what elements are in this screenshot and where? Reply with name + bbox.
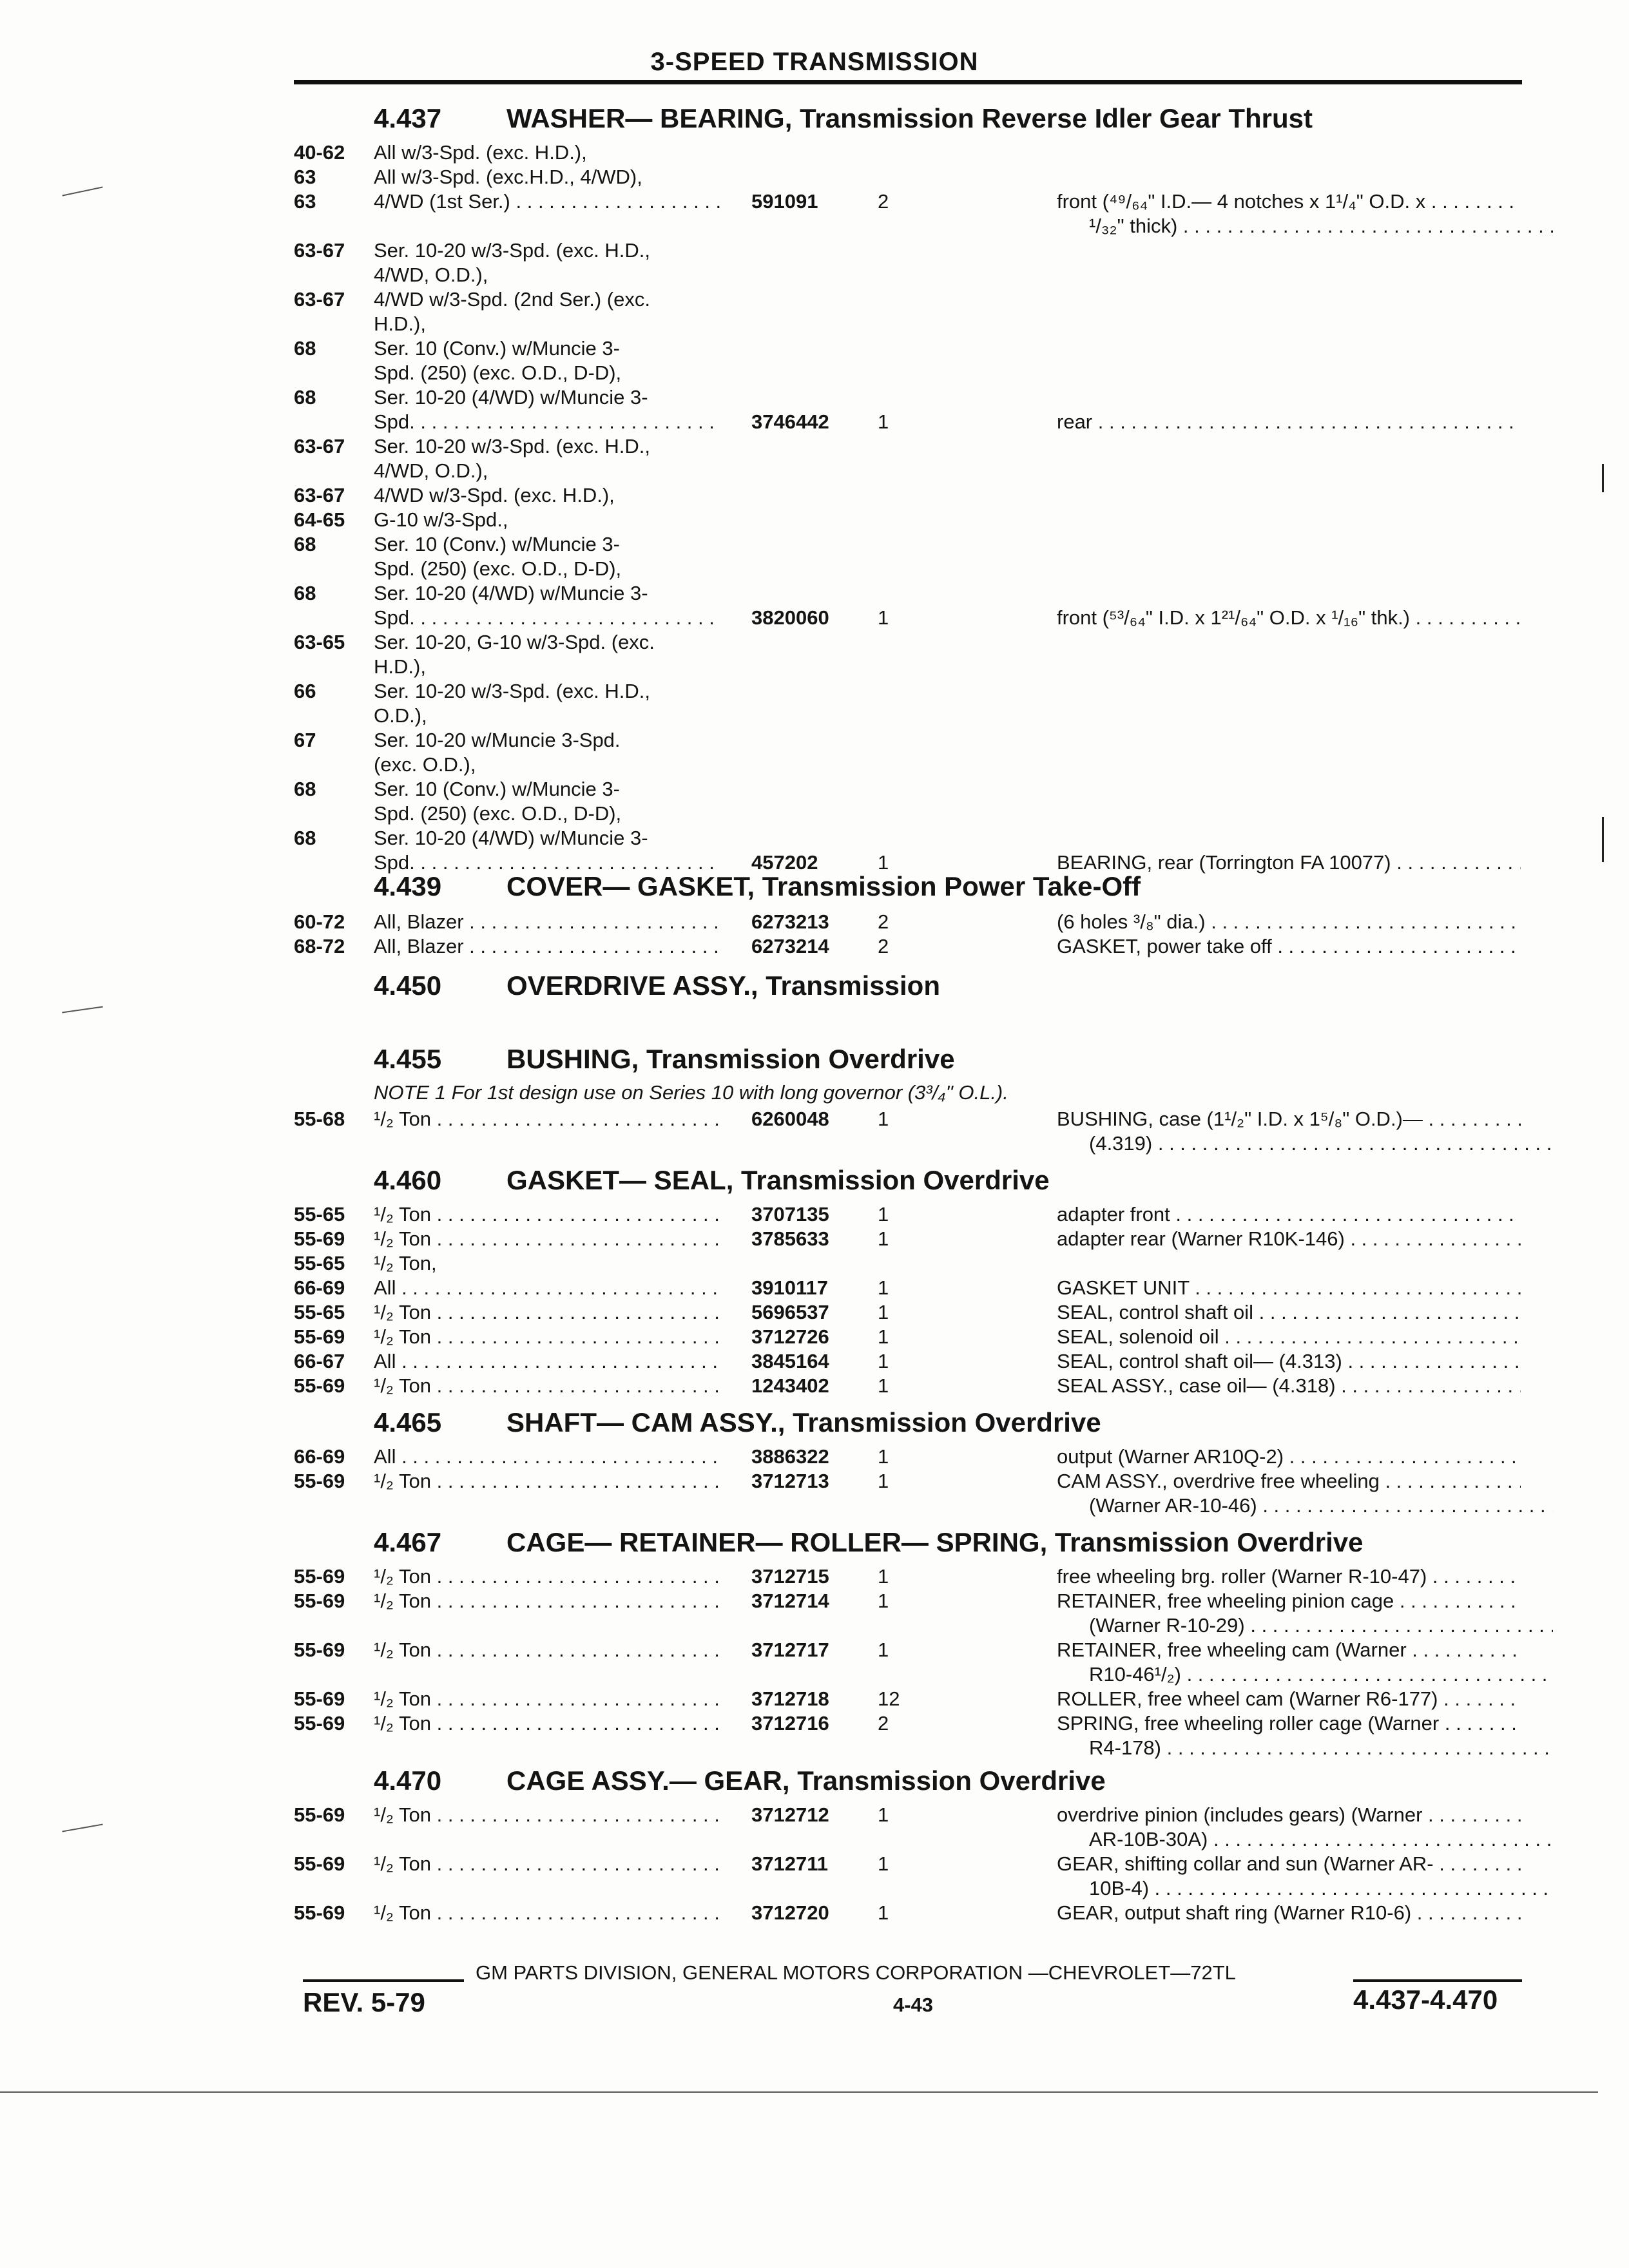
section-title: CAGE ASSY.— GEAR, Transmission Overdrive xyxy=(506,1765,1106,1796)
table-row xyxy=(0,140,1629,165)
row-year: 55-65 xyxy=(294,1252,345,1274)
section-title: SHAFT— CAM ASSY., Transmission Overdrive xyxy=(506,1407,1101,1437)
section-title: BUSHING, Transmission Overdrive xyxy=(506,1044,955,1074)
row-application: G-10 w/3-Spd., xyxy=(374,508,508,531)
row-application: Ser. 10-20, G-10 w/3-Spd. (exc. xyxy=(374,631,655,653)
row-description: ROLLER, free wheel cam (Warner R6-177) . . . xyxy=(1057,1687,1521,1711)
row-year: 55-69 xyxy=(294,1325,345,1348)
row-description: output (Warner AR10Q-2) . . . xyxy=(1057,1445,1521,1469)
row-application: Spd. (250) (exc. O.D., D-D), xyxy=(374,361,622,384)
row-application: ¹/₂ Ton . . . xyxy=(374,1227,722,1251)
row-description: GASKET UNIT . . . xyxy=(1057,1276,1521,1300)
table-row xyxy=(0,630,1629,655)
row-application: 4/WD (1st Ser.) . . . xyxy=(374,189,722,214)
table-row xyxy=(0,1711,1629,1736)
table-row xyxy=(0,1662,1629,1687)
scan-edge-mark xyxy=(1602,817,1604,862)
row-year: 55-69 xyxy=(294,1901,345,1924)
table-row xyxy=(0,483,1629,508)
row-part-number: 3712712 xyxy=(751,1803,829,1826)
section-title: OVERDRIVE ASSY., Transmission xyxy=(506,970,940,1001)
scan-edge-line xyxy=(0,2091,1598,2093)
row-description: GEAR, output shaft ring (Warner R10-6) . . . xyxy=(1057,1901,1521,1925)
row-part-number: 6273213 xyxy=(751,910,829,933)
row-year: 68-72 xyxy=(294,935,345,957)
row-application: All, Blazer . . . xyxy=(374,910,722,934)
footer-page-number: 4-43 xyxy=(893,1994,934,2016)
section-title: GASKET— SEAL, Transmission Overdrive xyxy=(506,1165,1050,1195)
table-row xyxy=(0,934,1629,959)
section-number: 4.439 xyxy=(374,871,442,901)
row-part-number: 3712716 xyxy=(751,1712,829,1735)
row-year: 63-67 xyxy=(294,435,345,457)
row-part-number: 3746442 xyxy=(751,410,829,433)
row-quantity: 1 xyxy=(878,1565,889,1588)
row-application: All . . . xyxy=(374,1276,722,1300)
row-quantity: 1 xyxy=(878,1470,889,1492)
row-application: Ser. 10-20 w/3-Spd. (exc. H.D., xyxy=(374,435,651,457)
section-number: 4.465 xyxy=(374,1407,442,1437)
table-row xyxy=(0,826,1629,850)
row-description: (4.319) . . . xyxy=(1089,1131,1553,1156)
footer-rule-right xyxy=(1353,1979,1522,1982)
row-description: adapter front . . . xyxy=(1057,1202,1521,1227)
row-quantity: 1 xyxy=(878,1276,889,1299)
section-title: CAGE— RETAINER— ROLLER— SPRING, Transmission Overdrive xyxy=(506,1527,1364,1557)
row-quantity: 1 xyxy=(878,1203,889,1225)
row-application: ¹/₂ Ton . . . xyxy=(374,1202,722,1227)
section-number: 4.450 xyxy=(374,970,442,1001)
row-year: 55-69 xyxy=(294,1639,345,1661)
row-description: SEAL, control shaft oil . . . xyxy=(1057,1300,1521,1325)
footer-rule-left xyxy=(303,1979,464,1982)
table-row xyxy=(0,1564,1629,1589)
row-year: 63 xyxy=(294,190,316,213)
row-year: 55-68 xyxy=(294,1108,345,1130)
row-description: R4-178) . . . xyxy=(1089,1736,1553,1760)
table-row xyxy=(0,1469,1629,1494)
row-year: 68 xyxy=(294,386,316,408)
row-part-number: 3820060 xyxy=(751,606,829,629)
row-application: ¹/₂ Ton . . . xyxy=(374,1107,722,1131)
table-row xyxy=(0,336,1629,361)
row-description: (Warner R-10-29) . . . xyxy=(1089,1613,1553,1638)
row-description: (6 holes ³/₈" dia.) . . . xyxy=(1057,910,1521,934)
row-application: ¹/₂ Ton . . . xyxy=(374,1374,722,1398)
row-application: ¹/₂ Ton . . . xyxy=(374,1469,722,1494)
table-row xyxy=(0,679,1629,704)
row-application: ¹/₂ Ton . . . xyxy=(374,1638,722,1662)
row-application: ¹/₂ Ton . . . xyxy=(374,1901,722,1925)
row-part-number: 1243402 xyxy=(751,1374,829,1397)
footer-section-range: 4.437-4.470 xyxy=(1353,1984,1498,2015)
page-header-title: 3-SPEED TRANSMISSION xyxy=(650,48,979,76)
footer-revision: REV. 5-79 xyxy=(303,1987,425,2017)
row-description: R10-46¹/₂) . . . xyxy=(1089,1662,1553,1687)
section-number: 4.470 xyxy=(374,1765,442,1796)
row-year: 64-65 xyxy=(294,508,345,531)
header-rule xyxy=(294,80,1522,84)
table-row xyxy=(0,655,1629,679)
row-quantity: 1 xyxy=(878,1350,889,1372)
table-row xyxy=(0,165,1629,189)
row-description: BEARING, rear (Torrington FA 10077) . . . xyxy=(1057,850,1521,875)
row-part-number: 3712717 xyxy=(751,1639,829,1661)
row-part-number: 3712713 xyxy=(751,1470,829,1492)
row-year: 55-69 xyxy=(294,1712,345,1735)
row-part-number: 3712726 xyxy=(751,1325,829,1348)
row-quantity: 1 xyxy=(878,410,889,433)
section-note: NOTE 1 For 1st design use on Series 10 with long governor (3³/₄" O.L.). xyxy=(374,1081,1008,1104)
row-part-number: 457202 xyxy=(751,851,818,874)
row-quantity: 1 xyxy=(878,1227,889,1250)
row-description: GEAR, shifting collar and sun (Warner AR- . . . xyxy=(1057,1852,1521,1876)
section-number: 4.460 xyxy=(374,1165,442,1195)
table-row xyxy=(0,1325,1629,1349)
row-year: 63-67 xyxy=(294,288,345,311)
row-application: All w/3-Spd. (exc.H.D., 4/WD), xyxy=(374,166,642,188)
row-application: Spd. (250) (exc. O.D., D-D), xyxy=(374,802,622,825)
row-description: adapter rear (Warner R10K-146) . . . xyxy=(1057,1227,1521,1251)
row-quantity: 1 xyxy=(878,851,889,874)
row-application: Ser. 10-20 w/Muncie 3-Spd. xyxy=(374,729,621,751)
row-part-number: 3707135 xyxy=(751,1203,829,1225)
row-year: 68 xyxy=(294,337,316,360)
row-description: AR-10B-30A) . . . xyxy=(1089,1827,1553,1852)
row-part-number: 5696537 xyxy=(751,1301,829,1323)
row-application: Ser. 10-20 (4/WD) w/Muncie 3- xyxy=(374,582,648,604)
row-description: CAM ASSY., overdrive free wheeling . . . xyxy=(1057,1469,1521,1494)
binding-mark xyxy=(62,1006,103,1014)
table-row xyxy=(0,1827,1629,1852)
row-year: 55-69 xyxy=(294,1374,345,1397)
row-year: 55-69 xyxy=(294,1565,345,1588)
row-year: 63 xyxy=(294,166,316,188)
table-row xyxy=(0,1276,1629,1300)
table-row xyxy=(0,532,1629,557)
row-quantity: 1 xyxy=(878,1852,889,1875)
row-quantity: 1 xyxy=(878,1445,889,1468)
row-year: 66-67 xyxy=(294,1350,345,1372)
row-description: SEAL, solenoid oil . . . xyxy=(1057,1325,1521,1349)
table-row xyxy=(0,263,1629,287)
table-row xyxy=(0,385,1629,410)
table-row xyxy=(0,1300,1629,1325)
row-part-number: 3712715 xyxy=(751,1565,829,1588)
row-year: 67 xyxy=(294,729,316,751)
table-row xyxy=(0,1107,1629,1131)
row-description: free wheeling brg. roller (Warner R-10-47) . . . xyxy=(1057,1564,1521,1589)
row-application: (exc. O.D.), xyxy=(374,753,476,776)
table-row xyxy=(0,1374,1629,1398)
row-year: 68 xyxy=(294,582,316,604)
table-row xyxy=(0,606,1629,630)
row-application: Ser. 10-20 w/3-Spd. (exc. H.D., xyxy=(374,680,651,702)
row-part-number: 6273214 xyxy=(751,935,829,957)
row-part-number: 3785633 xyxy=(751,1227,829,1250)
row-application: Ser. 10-20 (4/WD) w/Muncie 3- xyxy=(374,827,648,849)
row-part-number: 6260048 xyxy=(751,1108,829,1130)
row-application: H.D.), xyxy=(374,655,426,678)
row-year: 68 xyxy=(294,827,316,849)
table-row xyxy=(0,753,1629,777)
row-application: Ser. 10-20 w/3-Spd. (exc. H.D., xyxy=(374,239,651,262)
scan-edge-mark xyxy=(1602,464,1604,492)
row-application: ¹/₂ Ton . . . xyxy=(374,1852,722,1876)
row-quantity: 2 xyxy=(878,935,889,957)
row-part-number: 3712720 xyxy=(751,1901,829,1924)
row-year: 68 xyxy=(294,533,316,555)
table-row xyxy=(0,361,1629,385)
row-description: overdrive pinion (includes gears) (Warner . . . xyxy=(1057,1803,1521,1827)
row-year: 55-65 xyxy=(294,1301,345,1323)
row-quantity: 1 xyxy=(878,1108,889,1130)
row-year: 55-69 xyxy=(294,1590,345,1612)
table-row xyxy=(0,1589,1629,1613)
table-row xyxy=(0,434,1629,459)
row-quantity: 1 xyxy=(878,1325,889,1348)
row-year: 60-72 xyxy=(294,910,345,933)
table-row xyxy=(0,1803,1629,1827)
section-number: 4.455 xyxy=(374,1044,442,1074)
row-application: Spd. (250) (exc. O.D., D-D), xyxy=(374,557,622,580)
section-title: WASHER— BEARING, Transmission Reverse Idler Gear Thrust xyxy=(506,103,1313,133)
row-description: RETAINER, free wheeling pinion cage . . . xyxy=(1057,1589,1521,1613)
row-description: SEAL, control shaft oil— (4.313) . . . xyxy=(1057,1349,1521,1374)
row-application: All . . . xyxy=(374,1349,722,1374)
table-row xyxy=(0,459,1629,483)
table-row xyxy=(0,1736,1629,1760)
table-row xyxy=(0,557,1629,581)
row-year: 63-65 xyxy=(294,631,345,653)
row-description: front (⁴⁹/₆₄" I.D.— 4 notches x 1¹/₄" O.D. x . . . xyxy=(1057,189,1521,214)
row-application: Ser. 10 (Conv.) w/Muncie 3- xyxy=(374,533,620,555)
row-year: 63-67 xyxy=(294,484,345,506)
footer-division: GM PARTS DIVISION, GENERAL MOTORS CORPORATION —CHEVROLET—72TL xyxy=(476,1961,1236,1984)
table-row xyxy=(0,910,1629,934)
row-part-number: 3712718 xyxy=(751,1687,829,1710)
table-row xyxy=(0,728,1629,753)
row-year: 55-65 xyxy=(294,1203,345,1225)
table-row xyxy=(0,1251,1629,1276)
row-description: ¹/₃₂" thick) . . . xyxy=(1089,214,1553,238)
row-year: 55-69 xyxy=(294,1227,345,1250)
table-row xyxy=(0,850,1629,875)
row-application: ¹/₂ Ton . . . xyxy=(374,1564,722,1589)
row-year: 55-69 xyxy=(294,1803,345,1826)
table-row xyxy=(0,508,1629,532)
table-row xyxy=(0,1494,1629,1518)
row-description: GASKET, power take off . . . xyxy=(1057,934,1521,959)
row-application: H.D.), xyxy=(374,312,426,335)
row-application: All w/3-Spd. (exc. H.D.), xyxy=(374,141,587,164)
table-row xyxy=(0,777,1629,802)
row-quantity: 1 xyxy=(878,606,889,629)
row-description: (Warner AR-10-46) . . . xyxy=(1089,1494,1553,1518)
row-quantity: 1 xyxy=(878,1639,889,1661)
row-part-number: 591091 xyxy=(751,190,818,213)
row-application: ¹/₂ Ton . . . xyxy=(374,1803,722,1827)
table-row xyxy=(0,1131,1629,1156)
row-year: 66-69 xyxy=(294,1276,345,1299)
row-application: Ser. 10 (Conv.) w/Muncie 3- xyxy=(374,778,620,800)
row-quantity: 1 xyxy=(878,1803,889,1826)
table-row xyxy=(0,1202,1629,1227)
table-row xyxy=(0,581,1629,606)
row-application: 4/WD, O.D.), xyxy=(374,264,488,286)
table-row xyxy=(0,1876,1629,1901)
table-row xyxy=(0,287,1629,312)
table-row xyxy=(0,214,1629,238)
section-title: COVER— GASKET, Transmission Power Take-Off xyxy=(506,871,1141,901)
row-year: 66 xyxy=(294,680,316,702)
table-row xyxy=(0,1638,1629,1662)
table-row xyxy=(0,410,1629,434)
row-part-number: 3910117 xyxy=(751,1276,828,1299)
row-year: 40-62 xyxy=(294,141,345,164)
row-quantity: 12 xyxy=(878,1687,900,1710)
row-quantity: 2 xyxy=(878,1712,889,1735)
row-application: Spd. . . . xyxy=(374,850,722,875)
row-application: ¹/₂ Ton . . . xyxy=(374,1325,722,1349)
table-row xyxy=(0,1349,1629,1374)
row-application: O.D.), xyxy=(374,704,427,727)
row-part-number: 3886322 xyxy=(751,1445,829,1468)
row-quantity: 1 xyxy=(878,1901,889,1924)
row-description: BUSHING, case (1¹/₂" I.D. x 1⁵/₈" O.D.)— . . . xyxy=(1057,1107,1521,1131)
row-application: ¹/₂ Ton, xyxy=(374,1252,437,1274)
row-year: 63-67 xyxy=(294,239,345,262)
section-number: 4.437 xyxy=(374,103,442,133)
row-quantity: 1 xyxy=(878,1374,889,1397)
table-row xyxy=(0,1613,1629,1638)
row-quantity: 2 xyxy=(878,910,889,933)
row-application: All, Blazer . . . xyxy=(374,934,722,959)
row-part-number: 3845164 xyxy=(751,1350,829,1372)
row-part-number: 3712714 xyxy=(751,1590,829,1612)
table-row xyxy=(0,1687,1629,1711)
section-number: 4.467 xyxy=(374,1527,442,1557)
row-application: 4/WD w/3-Spd. (exc. H.D.), xyxy=(374,484,615,506)
row-application: 4/WD w/3-Spd. (2nd Ser.) (exc. xyxy=(374,288,650,311)
table-row xyxy=(0,1852,1629,1876)
row-description: front (⁵³/₆₄" I.D. x 1²¹/₆₄" O.D. x ¹/₁₆" thk.) . . . xyxy=(1057,606,1521,630)
row-application: Ser. 10 (Conv.) w/Muncie 3- xyxy=(374,337,620,360)
row-application: All . . . xyxy=(374,1445,722,1469)
row-application: ¹/₂ Ton . . . xyxy=(374,1711,722,1736)
row-year: 66-69 xyxy=(294,1445,345,1468)
row-year: 55-69 xyxy=(294,1852,345,1875)
table-row xyxy=(0,189,1629,214)
table-row xyxy=(0,1227,1629,1251)
row-description: RETAINER, free wheeling cam (Warner . . . xyxy=(1057,1638,1521,1662)
row-application: ¹/₂ Ton . . . xyxy=(374,1300,722,1325)
row-description: SPRING, free wheeling roller cage (Warner . . . xyxy=(1057,1711,1521,1736)
row-application: ¹/₂ Ton . . . xyxy=(374,1589,722,1613)
row-application: 4/WD, O.D.), xyxy=(374,459,488,482)
table-row xyxy=(0,312,1629,336)
table-row xyxy=(0,704,1629,728)
row-year: 68 xyxy=(294,778,316,800)
row-description: SEAL ASSY., case oil— (4.318) . . . xyxy=(1057,1374,1521,1398)
row-application: Ser. 10-20 (4/WD) w/Muncie 3- xyxy=(374,386,648,408)
row-quantity: 1 xyxy=(878,1590,889,1612)
row-quantity: 2 xyxy=(878,190,889,213)
table-row xyxy=(0,802,1629,826)
row-application: Spd. . . . xyxy=(374,410,722,434)
row-application: Spd. . . . xyxy=(374,606,722,630)
table-row xyxy=(0,1445,1629,1469)
row-quantity: 1 xyxy=(878,1301,889,1323)
row-description: rear . . . xyxy=(1057,410,1521,434)
table-row xyxy=(0,1901,1629,1925)
row-year: 55-69 xyxy=(294,1687,345,1710)
row-application: ¹/₂ Ton . . . xyxy=(374,1687,722,1711)
table-row xyxy=(0,238,1629,263)
row-year: 55-69 xyxy=(294,1470,345,1492)
row-description: 10B-4) . . . xyxy=(1089,1876,1553,1901)
row-part-number: 3712711 xyxy=(751,1852,828,1875)
